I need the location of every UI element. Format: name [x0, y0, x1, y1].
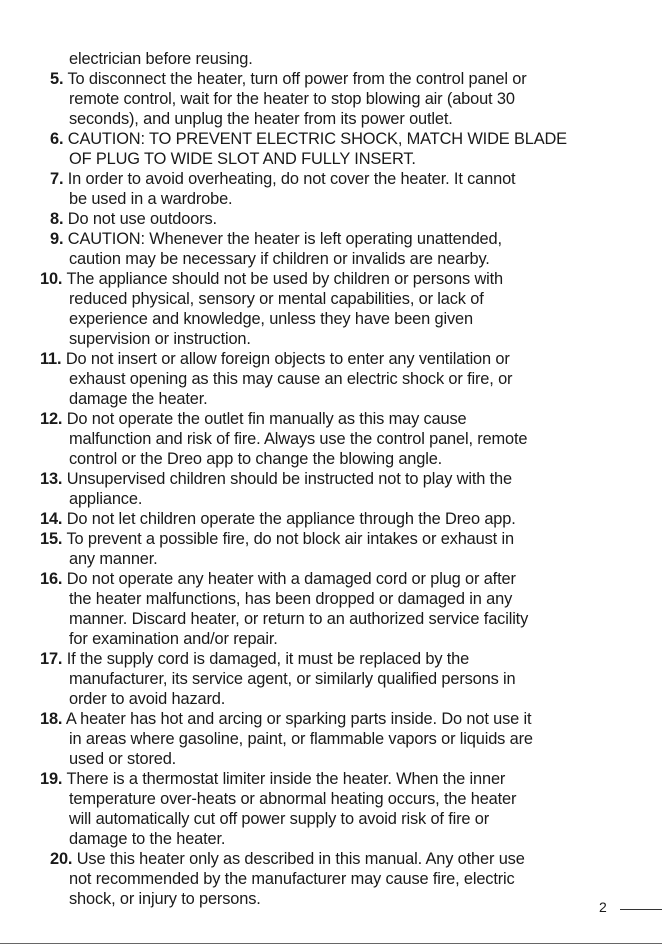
body-line: control or the Dreo app to change the blowing angle. — [69, 450, 443, 468]
body-line: temperature over-heats or abnormal heating occurs, the heater — [69, 790, 517, 808]
list-item-17: 17. If the supply cord is damaged, it must be replaced by the — [40, 650, 470, 668]
list-item-18: 18. A heater has hot and arcing or sparking parts inside. Do not use it — [40, 710, 532, 728]
body-line: appliance. — [69, 490, 143, 508]
body-line: exhaust opening as this may cause an electric shock or fire, or — [69, 370, 513, 388]
list-item-7: 7. In order to avoid overheating, do not cover the heater. It cannot — [50, 170, 516, 188]
list-item-15: 15. To prevent a possible fire, do not block air intakes or exhaust in — [40, 530, 514, 548]
list-item-12: 12. Do not operate the outlet fin manually as this may cause — [40, 410, 467, 428]
list-item-5: 5. To disconnect the heater, turn off power from the control panel or — [50, 70, 527, 88]
list-item-20: 20. Use this heater only as described in this manual. Any other use — [50, 850, 525, 868]
body-line: any manner. — [69, 550, 158, 568]
body-line: supervision or instruction. — [69, 330, 251, 348]
list-item-9: 9. CAUTION: Whenever the heater is left operating unattended, — [50, 230, 502, 248]
list-item-13: 13. Unsupervised children should be instructed not to play with the — [40, 470, 512, 488]
list-item-6: 6. CAUTION: TO PREVENT ELECTRIC SHOCK, MATCH WIDE BLADE — [50, 130, 567, 148]
body-line: OF PLUG TO WIDE SLOT AND FULLY INSERT. — [69, 150, 416, 168]
body-line: manner. Discard heater, or return to an authorized service facility — [69, 610, 529, 628]
body-line: for examination and/or repair. — [69, 630, 278, 648]
body-line: electrician before reusing. — [69, 50, 253, 68]
list-item-16: 16. Do not operate any heater with a damaged cord or plug or after — [40, 570, 516, 588]
body-line: experience and knowledge, unless they have been given — [69, 310, 473, 328]
body-line: damage to the heater. — [69, 830, 226, 848]
body-line: will automatically cut off power supply to avoid risk of fire or — [69, 810, 490, 828]
body-line: be used in a wardrobe. — [69, 190, 233, 208]
list-item-10: 10. The appliance should not be used by children or persons with — [40, 270, 504, 288]
page-bottom-rule — [0, 943, 662, 944]
body-line: remote control, wait for the heater to stop blowing air (about 30 — [69, 90, 515, 108]
body-line: not recommended by the manufacturer may cause fire, electric — [69, 870, 515, 888]
body-line: the heater malfunctions, has been dropped or damaged in any — [69, 590, 513, 608]
body-line: malfunction and risk of fire. Always use the control panel, remote — [69, 430, 528, 448]
list-item-8: 8. Do not use outdoors. — [50, 210, 217, 228]
body-line: reduced physical, sensory or mental capabilities, or lack of — [69, 290, 484, 308]
body-line: in areas where gasoline, paint, or flammable vapors or liquids are — [69, 730, 533, 748]
body-line: damage the heater. — [69, 390, 208, 408]
list-item-11: 11. Do not insert or allow foreign objects to enter any ventilation or — [40, 350, 510, 368]
body-line: seconds), and unplug the heater from its power outlet. — [69, 110, 453, 128]
list-item-19: 19. There is a thermostat limiter inside the heater. When the inner — [40, 770, 506, 788]
list-item-14: 14. Do not let children operate the appliance through the Dreo app. — [40, 510, 516, 528]
page-number-rule — [620, 909, 662, 910]
body-line: used or stored. — [69, 750, 177, 768]
body-line: manufacturer, its service agent, or similarly qualified persons in — [69, 670, 516, 688]
body-line: shock, or injury to persons. — [69, 890, 261, 908]
body-line: caution may be necessary if children or invalids are nearby. — [69, 250, 490, 268]
page-number: 2 — [599, 899, 607, 915]
body-line: order to avoid hazard. — [69, 690, 226, 708]
